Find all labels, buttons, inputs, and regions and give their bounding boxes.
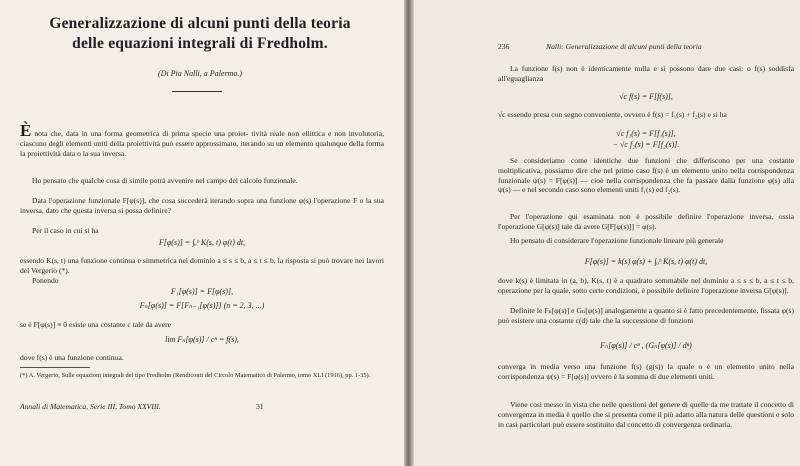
title-line-1: Generalizzazione di alcuni punti della teoria (49, 15, 351, 32)
r-paragraph-9: Viene così messo in vista che nelle questioni del genere di quelle da me trattate il concetto di convergenza in media è quello che si presenta come il più adatto alla natura delle questioni e solo in casi particolari può essere sostituito dal concetto di convergenza ordinaria. (498, 400, 794, 429)
r-equation-2: √c f₁(s) = F[f₁(s)], (616, 129, 676, 138)
r-paragraph-7: Definite le Fₙ[φ(s)] e Gₙ[φ(s)] analogamente a quanto si è fatto precedentemente, fissata φ(s) può esistere una costante c(d) tale che la successione di funzioni (498, 306, 794, 325)
equation-2: F₁[φ(s)] = F[φ(s)], (170, 287, 234, 296)
r-equation-5: Fₙ[φ(s)] / cⁿ , (Gₙ[φ(s)] / dⁿ) (600, 341, 692, 350)
paragraph-3: Data l'operazione funzionale F[φ(s)], che cosa succederà iterando sopra una funzione φ(s) l'operazione F o la sua inversa, dato che questa inversa si possa definire? (20, 196, 384, 215)
article-title (20, 14, 380, 54)
paragraph-intro-rest: tività reale non ellittica e non involutoria, ciascuno degli elementi uniti della proiettività può essere approssimato, iterando su un elemento qualunque della forma la proiettività data o la sua inversa. (20, 129, 384, 158)
equation-1: F[φ(s)] = ∫ₐᵇ K(s, t) φ(t) dt, (158, 238, 246, 247)
right-page (414, 0, 800, 466)
r-equation-4: F[φ(s)] = k(s) φ(s) + ∫ₐᵇ K(s, t) φ(t) dt, (584, 257, 708, 266)
r-paragraph-6: dove k(s) è limitata in (a, b), K(s, t) è a quadrato sommabile nel dominio a ≤ s ≤ b, a ≤ t ≤ b, operazione per la quale, sotto certe condizioni, è possibile definire l'operazione inversa G[φ(s)]. (498, 276, 794, 295)
drop-cap: È (20, 121, 32, 140)
r-paragraph-5: Ho pensato di considerare l'operazione funzionale lineare più generale (510, 236, 724, 245)
journal-footer: Annali di Matematica, Serie III, Tomo XXVIII. (20, 402, 161, 411)
r-paragraph-2: √c essendo presa con segno conveniente, ovvero è f(s) = f₁(s) + f₂(s) e si ha (498, 110, 727, 119)
page-number: 236 (498, 42, 510, 51)
equation-3: Fₙ[φ(s)] = F[Fₙ₋₁[φ(s)]] (n = 2, 3, ...) (139, 301, 265, 310)
paragraph-2: Ho pensato che qualche cosa di simile potrà avvenire nel campo del calcolo funzionale. (32, 176, 298, 185)
equation-4: lim Fₙ[φ(s)] / cⁿ = f(s), (165, 335, 239, 344)
r-equation-1: √c f(s) = F[f(s)], (619, 92, 673, 101)
r-paragraph-3: Se consideriamo come identiche due funzioni che differiscono per una costante moltiplicativa, possiamo dire che nel primo caso f(s) è un elemento unito nella corrispondenza funzionale ψ(s) = F[φ(s)] — cioè nella corrispondenza che fa passare dalla funzione φ(s) alla ψ(s) — e nel secondo caso sono elementi uniti f₁(s) ed f₂(s). (498, 156, 794, 195)
footnote: (*) A. Vergerio, Sulle equazioni integrali del tipo Fredholm (Rendiconti del Circolo Matematico di Palermo, tomo XLI (1916), pp. 1-35). (20, 372, 371, 379)
paragraph-intro-first-line: nota che, data in una forma geometrica di prima specie una proiet- (34, 129, 249, 138)
paragraph-6: Ponendo (32, 276, 59, 285)
paragraph-5: essendo K(s, t) una funzione continua e simmetrica nel dominio a ≤ s ≤ b, a ≤ t ≤ b, la risposta si può trovare nei lavori del Vergerio (*). (20, 256, 384, 275)
r-equation-3: − √c f₂(s) = F[f₂(s)]. (612, 140, 680, 149)
paragraph-intro (20, 121, 384, 158)
r-paragraph-8: converga in media verso una funzione f(s) (g(s)) la quale o è un elemento unito nella corrispondenza ψ(s) = F[φ(s)] ovvero è la somma di due elementi uniti. (498, 362, 794, 381)
book-gutter (404, 0, 414, 466)
paragraph-8: dove f(s) è una funzione continua. (20, 353, 124, 362)
r-paragraph-1: La funzione f(s) non è identicamente nulla e si possono dare due casi: o f(s) soddisfa all'eguaglianza (498, 64, 794, 83)
title-line-2: delle equazioni integrali di Fredholm. (72, 35, 328, 52)
footnote-rule (20, 367, 90, 368)
title-rule (172, 91, 222, 92)
paragraph-7: se è F[φ(s)] ≡ 0 esiste una costante c tale da avere (20, 320, 171, 329)
footer-signature: 31 (256, 402, 264, 411)
running-head: Nalli: Generalizzazione di alcuni punti della teoria (546, 42, 702, 51)
paragraph-4: Per il caso in cui si ha (32, 226, 99, 235)
author-line: (Di Pia Nalli, a Palermo.) (158, 69, 242, 78)
r-paragraph-4: Per l'operazione qui esaminata non è possibile definire l'operazione inversa, ossia l'operazione G[φ(s)] tale da avere G[F[φ(s)]] = φ(s). (498, 212, 794, 231)
